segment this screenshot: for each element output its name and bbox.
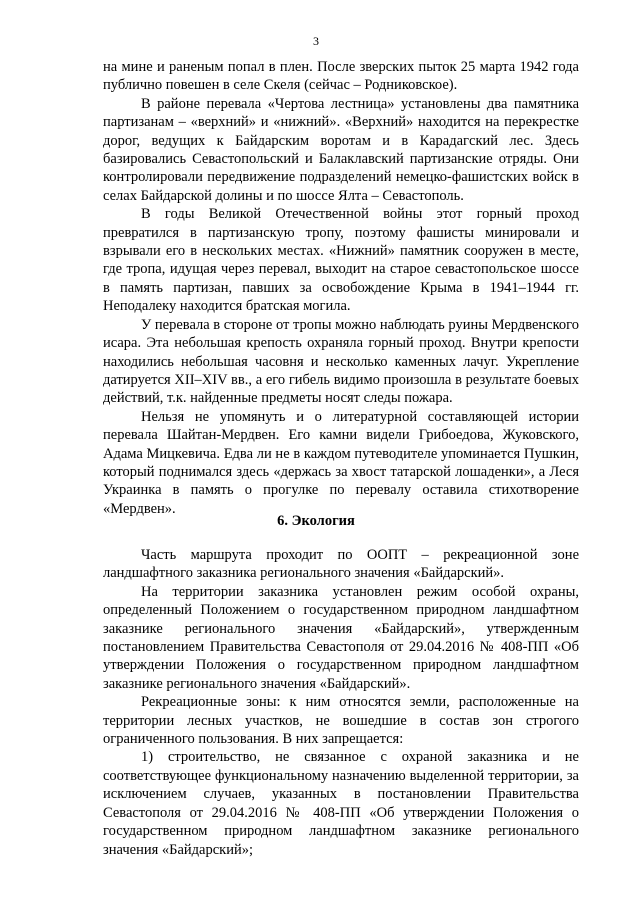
paragraph: на мине и раненым попал в плен. После зверских пыток 25 марта 1942 года публично повешен в селе Скеля (сейчас – Родниковское).	[103, 59, 579, 94]
history-text	[103, 58, 579, 518]
section-heading: 6. Экология	[277, 513, 355, 529]
paragraph: В районе перевала «Чертова лестница» установлены два памятника партизанам – «верхний» и «нижний». «Верхний» находится на перекрестке дорог, ведущих к Байдарским воротам и в Карадагский лес. Здесь базировались Севастопольский и Балаклавский партизанские отряды. Они контролировали передвижение подразделений немецко-фашистских войск в селах Байдарской долины и по шоссе Ялта – Севастополь.	[103, 95, 579, 204]
paragraph: У перевала в стороне от тропы можно наблюдать руины Мердвенского исара. Эта небольшая крепость охраняла горный проход. Внутри крепости находились небольшая часовня и несколько каменных лачуг. Укрепление датируется XII–XIV вв., а его гибель видимо произошла в результате боевых действий, т.к. найденные предметы носят следы пожара.	[103, 316, 579, 407]
list-item: 1) строительство, не связанное с охраной заказника и не соответствующее функциональному назначению выделенной территории, за исключением случаев, указанных в постановлении Правительства Севастополя от 29.04.2016 № 408-ПП «Об утверждении Положения о государственном природном ландшафтном заказнике регионального значения «Байдарский»;	[103, 749, 579, 858]
page-number: 3	[313, 34, 319, 48]
ecology-text	[103, 546, 579, 859]
paragraph: В годы Великой Отечественной войны этот горный проход превратился в партизанскую тропу, поэтому фашисты минировали и взрывали его в нескольких местах. «Нижний» памятник сооружен в месте, где тропа, идущая через перевал, выходит на старое севастопольское шоссе в память партизан, павших за освобождение Крыма в 1941–1944 гг. Неподалеку находится братская могила.	[103, 206, 579, 315]
paragraph: На территории заказника установлен режим особой охраны, определенный Положением о государственном природном ландшафтном заказнике регионального значения «Байдарский», утвержденным постановлением Правительства Севастополя от 29.04.2016 № 408-ПП «Об утверждении Положения о государственном природном ландшафтном заказнике регионального значения «Байдарский».	[103, 583, 579, 692]
paragraph: Часть маршрута проходит по ООПТ – рекреационной зоне ландшафтного заказника регионального значения «Байдарский».	[103, 547, 579, 582]
paragraph: Нельзя не упомянуть и о литературной составляющей истории перевала Шайтан-Мердвен. Его камни видели Грибоедова, Жуковского, Адама Мицкевича. Едва ли не в каждом путеводителе упоминается Пушкин, который поднимался здесь «держась за хвост татарской лошаденки», а Леся Украинка в память о прогулке по перевалу оставила стихотворение «Мердвен».	[103, 408, 579, 517]
paragraph: Рекреационные зоны: к ним относятся земли, расположенные на территории лесных участков, не вошедшие в состав зон строгого ограниченного пользования. В них запрещается:	[103, 694, 579, 748]
